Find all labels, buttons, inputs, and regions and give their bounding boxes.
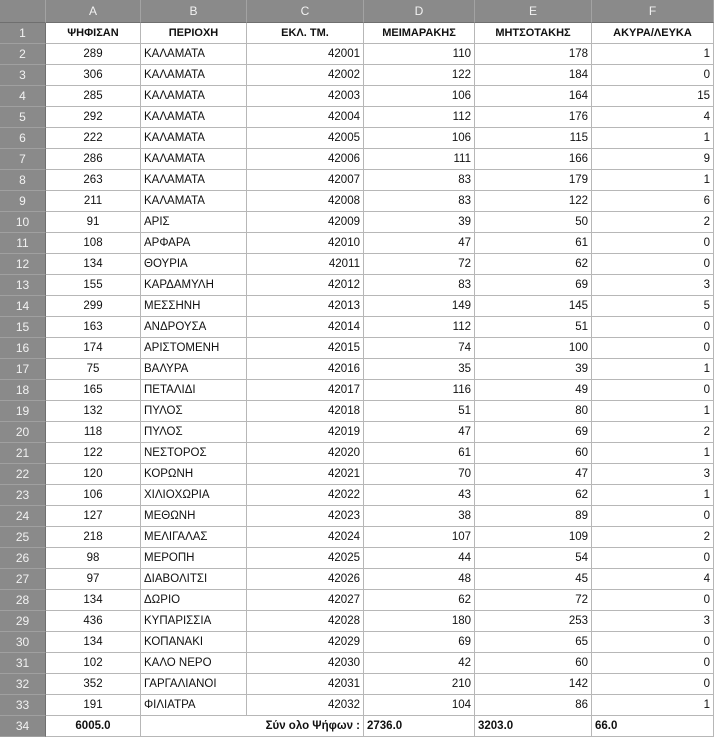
- cell-mitsotakis[interactable]: 47: [475, 464, 592, 485]
- row-number[interactable]: 10: [0, 212, 46, 233]
- cell-meimarakis[interactable]: 70: [364, 464, 475, 485]
- cell-votes[interactable]: 163: [46, 317, 141, 338]
- cell-mitsotakis[interactable]: 89: [475, 506, 592, 527]
- column-header-e[interactable]: E: [475, 0, 592, 23]
- column-header-f[interactable]: F: [592, 0, 714, 23]
- header-cell-invalid-blank[interactable]: ΑΚΥΡΑ/ΛΕΥΚΑ: [592, 23, 714, 44]
- row-number[interactable]: 11: [0, 233, 46, 254]
- cell-votes[interactable]: 134: [46, 590, 141, 611]
- cell-meimarakis[interactable]: 180: [364, 611, 475, 632]
- cell-invalid-blank[interactable]: 0: [592, 632, 714, 653]
- cell-mitsotakis[interactable]: 100: [475, 338, 592, 359]
- cell-invalid-blank[interactable]: 1: [592, 443, 714, 464]
- cell-area[interactable]: ΦΙΛΙΑΤΡΑ: [141, 695, 247, 716]
- cell-station[interactable]: 42004: [247, 107, 364, 128]
- cell-area[interactable]: ΚΑΛΑΜΑΤΑ: [141, 149, 247, 170]
- table-row: [0, 275, 714, 296]
- row-number[interactable]: 12: [0, 254, 46, 275]
- cell-meimarakis[interactable]: 149: [364, 296, 475, 317]
- cell-votes[interactable]: 436: [46, 611, 141, 632]
- cell-mitsotakis[interactable]: 184: [475, 65, 592, 86]
- table-row: [0, 44, 714, 65]
- cell-area[interactable]: ΑΡΙΣ: [141, 212, 247, 233]
- cell-mitsotakis[interactable]: 142: [475, 674, 592, 695]
- cell-area[interactable]: ΚΑΛΑΜΑΤΑ: [141, 65, 247, 86]
- table-row: [0, 590, 714, 611]
- column-header-c[interactable]: C: [247, 0, 364, 23]
- cell-area[interactable]: ΚΑΛΑΜΑΤΑ: [141, 170, 247, 191]
- row-number[interactable]: 2: [0, 44, 46, 65]
- cell-meimarakis[interactable]: 111: [364, 149, 475, 170]
- cell-meimarakis[interactable]: 61: [364, 443, 475, 464]
- cell-invalid-blank[interactable]: 0: [592, 674, 714, 695]
- cell-invalid-blank[interactable]: 4: [592, 569, 714, 590]
- cell-mitsotakis[interactable]: 166: [475, 149, 592, 170]
- table-row: [0, 695, 714, 716]
- cell-meimarakis[interactable]: 47: [364, 422, 475, 443]
- cell-meimarakis[interactable]: 104: [364, 695, 475, 716]
- cell-station[interactable]: 42022: [247, 485, 364, 506]
- cell-meimarakis[interactable]: 62: [364, 590, 475, 611]
- cell-station[interactable]: 42013: [247, 296, 364, 317]
- table-row: [0, 338, 714, 359]
- row-number[interactable]: 4: [0, 86, 46, 107]
- table-row: [0, 443, 714, 464]
- table-row: [0, 653, 714, 674]
- cell-mitsotakis[interactable]: 80: [475, 401, 592, 422]
- header-cell-meimarakis[interactable]: ΜΕΙΜΑΡΑΚΗΣ: [364, 23, 475, 44]
- row-number[interactable]: 25: [0, 527, 46, 548]
- cell-votes[interactable]: 292: [46, 107, 141, 128]
- cell-area[interactable]: ΜΕΘΩΝΗ: [141, 506, 247, 527]
- cell-area[interactable]: ΚΑΛΑΜΑΤΑ: [141, 191, 247, 212]
- cell-station[interactable]: 42021: [247, 464, 364, 485]
- table-row: [0, 359, 714, 380]
- cell-mitsotakis[interactable]: 49: [475, 380, 592, 401]
- row-number[interactable]: 6: [0, 128, 46, 149]
- cell-meimarakis[interactable]: 35: [364, 359, 475, 380]
- cell-meimarakis[interactable]: 69: [364, 632, 475, 653]
- table-row: [0, 464, 714, 485]
- cell-votes[interactable]: 222: [46, 128, 141, 149]
- cell-station[interactable]: 42003: [247, 86, 364, 107]
- cell-votes[interactable]: 174: [46, 338, 141, 359]
- row-number[interactable]: 22: [0, 464, 46, 485]
- cell-invalid-blank[interactable]: 0: [592, 653, 714, 674]
- cell-votes[interactable]: 134: [46, 254, 141, 275]
- cell-invalid-blank[interactable]: 9: [592, 149, 714, 170]
- cell-invalid-blank[interactable]: 2: [592, 212, 714, 233]
- cell-station[interactable]: 42002: [247, 65, 364, 86]
- cell-area[interactable]: ΚΟΡΩΝΗ: [141, 464, 247, 485]
- cell-votes[interactable]: 91: [46, 212, 141, 233]
- cell-votes[interactable]: 75: [46, 359, 141, 380]
- cell-mitsotakis[interactable]: 54: [475, 548, 592, 569]
- cell-meimarakis[interactable]: 38: [364, 506, 475, 527]
- table-row: [0, 548, 714, 569]
- cell-mitsotakis[interactable]: 178: [475, 44, 592, 65]
- row-number[interactable]: 14: [0, 296, 46, 317]
- cell-meimarakis[interactable]: 42: [364, 653, 475, 674]
- cell-mitsotakis[interactable]: 60: [475, 443, 592, 464]
- cell-votes[interactable]: 127: [46, 506, 141, 527]
- cell-mitsotakis[interactable]: 176: [475, 107, 592, 128]
- cell-station[interactable]: 42029: [247, 632, 364, 653]
- cell-area[interactable]: ΠΕΤΑΛΙΔΙ: [141, 380, 247, 401]
- cell-votes[interactable]: 285: [46, 86, 141, 107]
- cell-invalid-blank[interactable]: 0: [592, 548, 714, 569]
- cell-invalid-blank[interactable]: 3: [592, 611, 714, 632]
- cell-station[interactable]: 42027: [247, 590, 364, 611]
- cell-votes[interactable]: 191: [46, 695, 141, 716]
- cell-mitsotakis[interactable]: 164: [475, 86, 592, 107]
- row-number[interactable]: 19: [0, 401, 46, 422]
- table-row: [0, 611, 714, 632]
- cell-invalid-blank[interactable]: 2: [592, 422, 714, 443]
- header-cell-area[interactable]: ΠΕΡΙΟΧΗ: [141, 23, 247, 44]
- table-row: [0, 212, 714, 233]
- cell-area[interactable]: ΚΑΛΑΜΑΤΑ: [141, 107, 247, 128]
- cell-votes[interactable]: 286: [46, 149, 141, 170]
- row-number[interactable]: 7: [0, 149, 46, 170]
- row-number[interactable]: 16: [0, 338, 46, 359]
- cell-station[interactable]: 42014: [247, 317, 364, 338]
- row-number[interactable]: 31: [0, 653, 46, 674]
- header-cell-station[interactable]: ΕΚΛ. ΤΜ.: [247, 23, 364, 44]
- cell-station[interactable]: 42001: [247, 44, 364, 65]
- table-row: [0, 128, 714, 149]
- cell-mitsotakis[interactable]: 62: [475, 485, 592, 506]
- cell-station[interactable]: 42017: [247, 380, 364, 401]
- header-cell-votes[interactable]: ΨΗΦΙΣΑΝ: [46, 23, 141, 44]
- cell-meimarakis[interactable]: 74: [364, 338, 475, 359]
- cell-mitsotakis[interactable]: 51: [475, 317, 592, 338]
- cell-mitsotakis[interactable]: 69: [475, 422, 592, 443]
- cell-meimarakis[interactable]: 112: [364, 317, 475, 338]
- row-number[interactable]: 13: [0, 275, 46, 296]
- cell-invalid-blank[interactable]: 1: [592, 359, 714, 380]
- header-cell-mitsotakis[interactable]: ΜΗΤΣΟΤΑΚΗΣ: [475, 23, 592, 44]
- cell-area[interactable]: ΧΙΛΙΟΧΩΡΙΑ: [141, 485, 247, 506]
- cell-votes[interactable]: 120: [46, 464, 141, 485]
- cell-meimarakis[interactable]: 83: [364, 275, 475, 296]
- cell-station[interactable]: 42015: [247, 338, 364, 359]
- cell-station[interactable]: 42005: [247, 128, 364, 149]
- cell-area[interactable]: ΔΙΑΒΟΛΙΤΣΙ: [141, 569, 247, 590]
- cell-invalid-blank[interactable]: 0: [592, 338, 714, 359]
- cell-votes[interactable]: 102: [46, 653, 141, 674]
- cell-mitsotakis[interactable]: 72: [475, 590, 592, 611]
- cell-votes[interactable]: 165: [46, 380, 141, 401]
- cell-mitsotakis[interactable]: 86: [475, 695, 592, 716]
- cell-station[interactable]: 42023: [247, 506, 364, 527]
- cell-station[interactable]: 42007: [247, 170, 364, 191]
- table-row: [0, 107, 714, 128]
- cell-invalid-blank[interactable]: 3: [592, 464, 714, 485]
- cell-area[interactable]: ΚΑΛΑΜΑΤΑ: [141, 44, 247, 65]
- cell-votes[interactable]: 211: [46, 191, 141, 212]
- cell-station[interactable]: 42012: [247, 275, 364, 296]
- cell-invalid-blank[interactable]: 0: [592, 590, 714, 611]
- cell-station[interactable]: 42018: [247, 401, 364, 422]
- cell-area[interactable]: ΓΑΡΓΑΛΙΑΝΟΙ: [141, 674, 247, 695]
- row-number[interactable]: 9: [0, 191, 46, 212]
- cell-area[interactable]: ΚΑΡΔΑΜΥΛΗ: [141, 275, 247, 296]
- cell-area[interactable]: ΠΥΛΟΣ: [141, 422, 247, 443]
- row-number[interactable]: 15: [0, 317, 46, 338]
- total-label-cell[interactable]: Σύν ολο Ψήφων :: [141, 716, 364, 737]
- cell-area[interactable]: ΜΕΣΣΗΝΗ: [141, 296, 247, 317]
- cell-station[interactable]: 42009: [247, 212, 364, 233]
- cell-meimarakis[interactable]: 110: [364, 44, 475, 65]
- cell-station[interactable]: 42010: [247, 233, 364, 254]
- cell-invalid-blank[interactable]: 0: [592, 506, 714, 527]
- cell-station[interactable]: 42020: [247, 443, 364, 464]
- table-row: [0, 674, 714, 695]
- cell-mitsotakis[interactable]: 61: [475, 233, 592, 254]
- cell-votes[interactable]: 97: [46, 569, 141, 590]
- cell-mitsotakis[interactable]: 60: [475, 653, 592, 674]
- cell-meimarakis[interactable]: 48: [364, 569, 475, 590]
- table-row: [0, 422, 714, 443]
- cell-mitsotakis[interactable]: 115: [475, 128, 592, 149]
- table-row: [0, 485, 714, 506]
- cell-mitsotakis[interactable]: 50: [475, 212, 592, 233]
- cell-station[interactable]: 42030: [247, 653, 364, 674]
- total-invalid-blank-cell[interactable]: 66.0: [592, 716, 714, 737]
- table-row: [0, 317, 714, 338]
- row-number[interactable]: 20: [0, 422, 46, 443]
- cell-mitsotakis[interactable]: 39: [475, 359, 592, 380]
- table-header-row: [0, 23, 714, 44]
- cell-votes[interactable]: 289: [46, 44, 141, 65]
- cell-invalid-blank[interactable]: 4: [592, 107, 714, 128]
- cell-votes[interactable]: 106: [46, 485, 141, 506]
- cell-meimarakis[interactable]: 210: [364, 674, 475, 695]
- table-row: [0, 149, 714, 170]
- cell-area[interactable]: ΚΟΠΑΝΑΚΙ: [141, 632, 247, 653]
- row-number[interactable]: 8: [0, 170, 46, 191]
- cell-mitsotakis[interactable]: 145: [475, 296, 592, 317]
- cell-station[interactable]: 42028: [247, 611, 364, 632]
- row-number[interactable]: 21: [0, 443, 46, 464]
- cell-mitsotakis[interactable]: 65: [475, 632, 592, 653]
- row-number[interactable]: 27: [0, 569, 46, 590]
- cell-invalid-blank[interactable]: 1: [592, 44, 714, 65]
- cell-votes[interactable]: 118: [46, 422, 141, 443]
- table-row: [0, 632, 714, 653]
- cell-votes[interactable]: 132: [46, 401, 141, 422]
- row-number[interactable]: 32: [0, 674, 46, 695]
- table-row: [0, 233, 714, 254]
- cell-invalid-blank[interactable]: 5: [592, 296, 714, 317]
- cell-meimarakis[interactable]: 83: [364, 170, 475, 191]
- cell-area[interactable]: ΚΑΛΟ ΝΕΡΟ: [141, 653, 247, 674]
- table-row: [0, 191, 714, 212]
- cell-area[interactable]: ΘΟΥΡΙΑ: [141, 254, 247, 275]
- cell-mitsotakis[interactable]: 109: [475, 527, 592, 548]
- table-row: [0, 65, 714, 86]
- table-row: [0, 401, 714, 422]
- cell-area[interactable]: ΠΥΛΟΣ: [141, 401, 247, 422]
- column-header-d[interactable]: D: [364, 0, 475, 23]
- total-votes-cell[interactable]: 6005.0: [46, 716, 141, 737]
- cell-meimarakis[interactable]: 122: [364, 65, 475, 86]
- row-number[interactable]: 5: [0, 107, 46, 128]
- cell-area[interactable]: ΜΕΛΙΓΑΛΑΣ: [141, 527, 247, 548]
- cell-votes[interactable]: 98: [46, 548, 141, 569]
- cell-meimarakis[interactable]: 107: [364, 527, 475, 548]
- cell-station[interactable]: 42006: [247, 149, 364, 170]
- row-number[interactable]: 1: [0, 23, 46, 44]
- table-row: [0, 296, 714, 317]
- cell-area[interactable]: ΜΕΡΟΠΗ: [141, 548, 247, 569]
- cell-area[interactable]: ΒΑΛΥΡΑ: [141, 359, 247, 380]
- cell-meimarakis[interactable]: 112: [364, 107, 475, 128]
- cell-meimarakis[interactable]: 44: [364, 548, 475, 569]
- row-number[interactable]: 30: [0, 632, 46, 653]
- row-number[interactable]: 26: [0, 548, 46, 569]
- table-row: [0, 527, 714, 548]
- cell-area[interactable]: ΑΝΔΡΟΥΣΑ: [141, 317, 247, 338]
- cell-invalid-blank[interactable]: 2: [592, 527, 714, 548]
- cell-meimarakis[interactable]: 106: [364, 128, 475, 149]
- select-all-corner[interactable]: [0, 0, 46, 23]
- cell-invalid-blank[interactable]: 15: [592, 86, 714, 107]
- cell-mitsotakis[interactable]: 69: [475, 275, 592, 296]
- cell-station[interactable]: 42008: [247, 191, 364, 212]
- cell-invalid-blank[interactable]: 0: [592, 254, 714, 275]
- cell-station[interactable]: 42011: [247, 254, 364, 275]
- total-meimarakis-cell[interactable]: 2736.0: [364, 716, 475, 737]
- cell-invalid-blank[interactable]: 1: [592, 485, 714, 506]
- cell-invalid-blank[interactable]: 1: [592, 401, 714, 422]
- cell-votes[interactable]: 263: [46, 170, 141, 191]
- table-row: [0, 569, 714, 590]
- row-number[interactable]: 34: [0, 716, 46, 737]
- cell-meimarakis[interactable]: 106: [364, 86, 475, 107]
- cell-invalid-blank[interactable]: 3: [592, 275, 714, 296]
- cell-invalid-blank[interactable]: 1: [592, 170, 714, 191]
- cell-invalid-blank[interactable]: 0: [592, 317, 714, 338]
- row-number[interactable]: 33: [0, 695, 46, 716]
- cell-invalid-blank[interactable]: 0: [592, 233, 714, 254]
- table-row: [0, 506, 714, 527]
- cell-votes[interactable]: 306: [46, 65, 141, 86]
- column-header-a[interactable]: A: [46, 0, 141, 23]
- cell-invalid-blank[interactable]: 0: [592, 65, 714, 86]
- total-mitsotakis-cell[interactable]: 3203.0: [475, 716, 592, 737]
- table-row: [0, 254, 714, 275]
- cell-station[interactable]: 42019: [247, 422, 364, 443]
- cell-area[interactable]: ΑΡΙΣΤΟΜΕΝΗ: [141, 338, 247, 359]
- table-row: [0, 86, 714, 107]
- row-number[interactable]: 17: [0, 359, 46, 380]
- cell-area[interactable]: ΚΑΛΑΜΑΤΑ: [141, 128, 247, 149]
- cell-area[interactable]: ΝΕΣΤΟΡΟΣ: [141, 443, 247, 464]
- cell-votes[interactable]: 299: [46, 296, 141, 317]
- cell-votes[interactable]: 108: [46, 233, 141, 254]
- cell-mitsotakis[interactable]: 62: [475, 254, 592, 275]
- cell-invalid-blank[interactable]: 1: [592, 128, 714, 149]
- cell-mitsotakis[interactable]: 253: [475, 611, 592, 632]
- cell-station[interactable]: 42016: [247, 359, 364, 380]
- cell-votes[interactable]: 352: [46, 674, 141, 695]
- cell-station[interactable]: 42026: [247, 569, 364, 590]
- row-number[interactable]: 3: [0, 65, 46, 86]
- cell-invalid-blank[interactable]: 0: [592, 380, 714, 401]
- column-header-b[interactable]: B: [141, 0, 247, 23]
- cell-meimarakis[interactable]: 51: [364, 401, 475, 422]
- cell-votes[interactable]: 155: [46, 275, 141, 296]
- cell-station[interactable]: 42032: [247, 695, 364, 716]
- cell-area[interactable]: ΔΩΡΙΟ: [141, 590, 247, 611]
- cell-area[interactable]: ΚΑΛΑΜΑΤΑ: [141, 86, 247, 107]
- cell-meimarakis[interactable]: 43: [364, 485, 475, 506]
- cell-votes[interactable]: 218: [46, 527, 141, 548]
- cell-invalid-blank[interactable]: 6: [592, 191, 714, 212]
- cell-meimarakis[interactable]: 72: [364, 254, 475, 275]
- cell-votes[interactable]: 122: [46, 443, 141, 464]
- cell-meimarakis[interactable]: 116: [364, 380, 475, 401]
- cell-meimarakis[interactable]: 39: [364, 212, 475, 233]
- cell-area[interactable]: ΑΡΦΑΡΑ: [141, 233, 247, 254]
- cell-station[interactable]: 42031: [247, 674, 364, 695]
- table-row: [0, 380, 714, 401]
- table-row: [0, 170, 714, 191]
- cell-mitsotakis[interactable]: 122: [475, 191, 592, 212]
- cell-station[interactable]: 42024: [247, 527, 364, 548]
- totals-row: [0, 716, 714, 737]
- row-number[interactable]: 18: [0, 380, 46, 401]
- cell-station[interactable]: 42025: [247, 548, 364, 569]
- cell-meimarakis[interactable]: 83: [364, 191, 475, 212]
- row-number[interactable]: 23: [0, 485, 46, 506]
- cell-votes[interactable]: 134: [46, 632, 141, 653]
- cell-area[interactable]: ΚΥΠΑΡΙΣΣΙΑ: [141, 611, 247, 632]
- row-number[interactable]: 28: [0, 590, 46, 611]
- cell-meimarakis[interactable]: 47: [364, 233, 475, 254]
- cell-mitsotakis[interactable]: 45: [475, 569, 592, 590]
- row-number[interactable]: 29: [0, 611, 46, 632]
- cell-mitsotakis[interactable]: 179: [475, 170, 592, 191]
- cell-invalid-blank[interactable]: 1: [592, 695, 714, 716]
- column-header-row: [0, 0, 714, 23]
- row-number[interactable]: 24: [0, 506, 46, 527]
